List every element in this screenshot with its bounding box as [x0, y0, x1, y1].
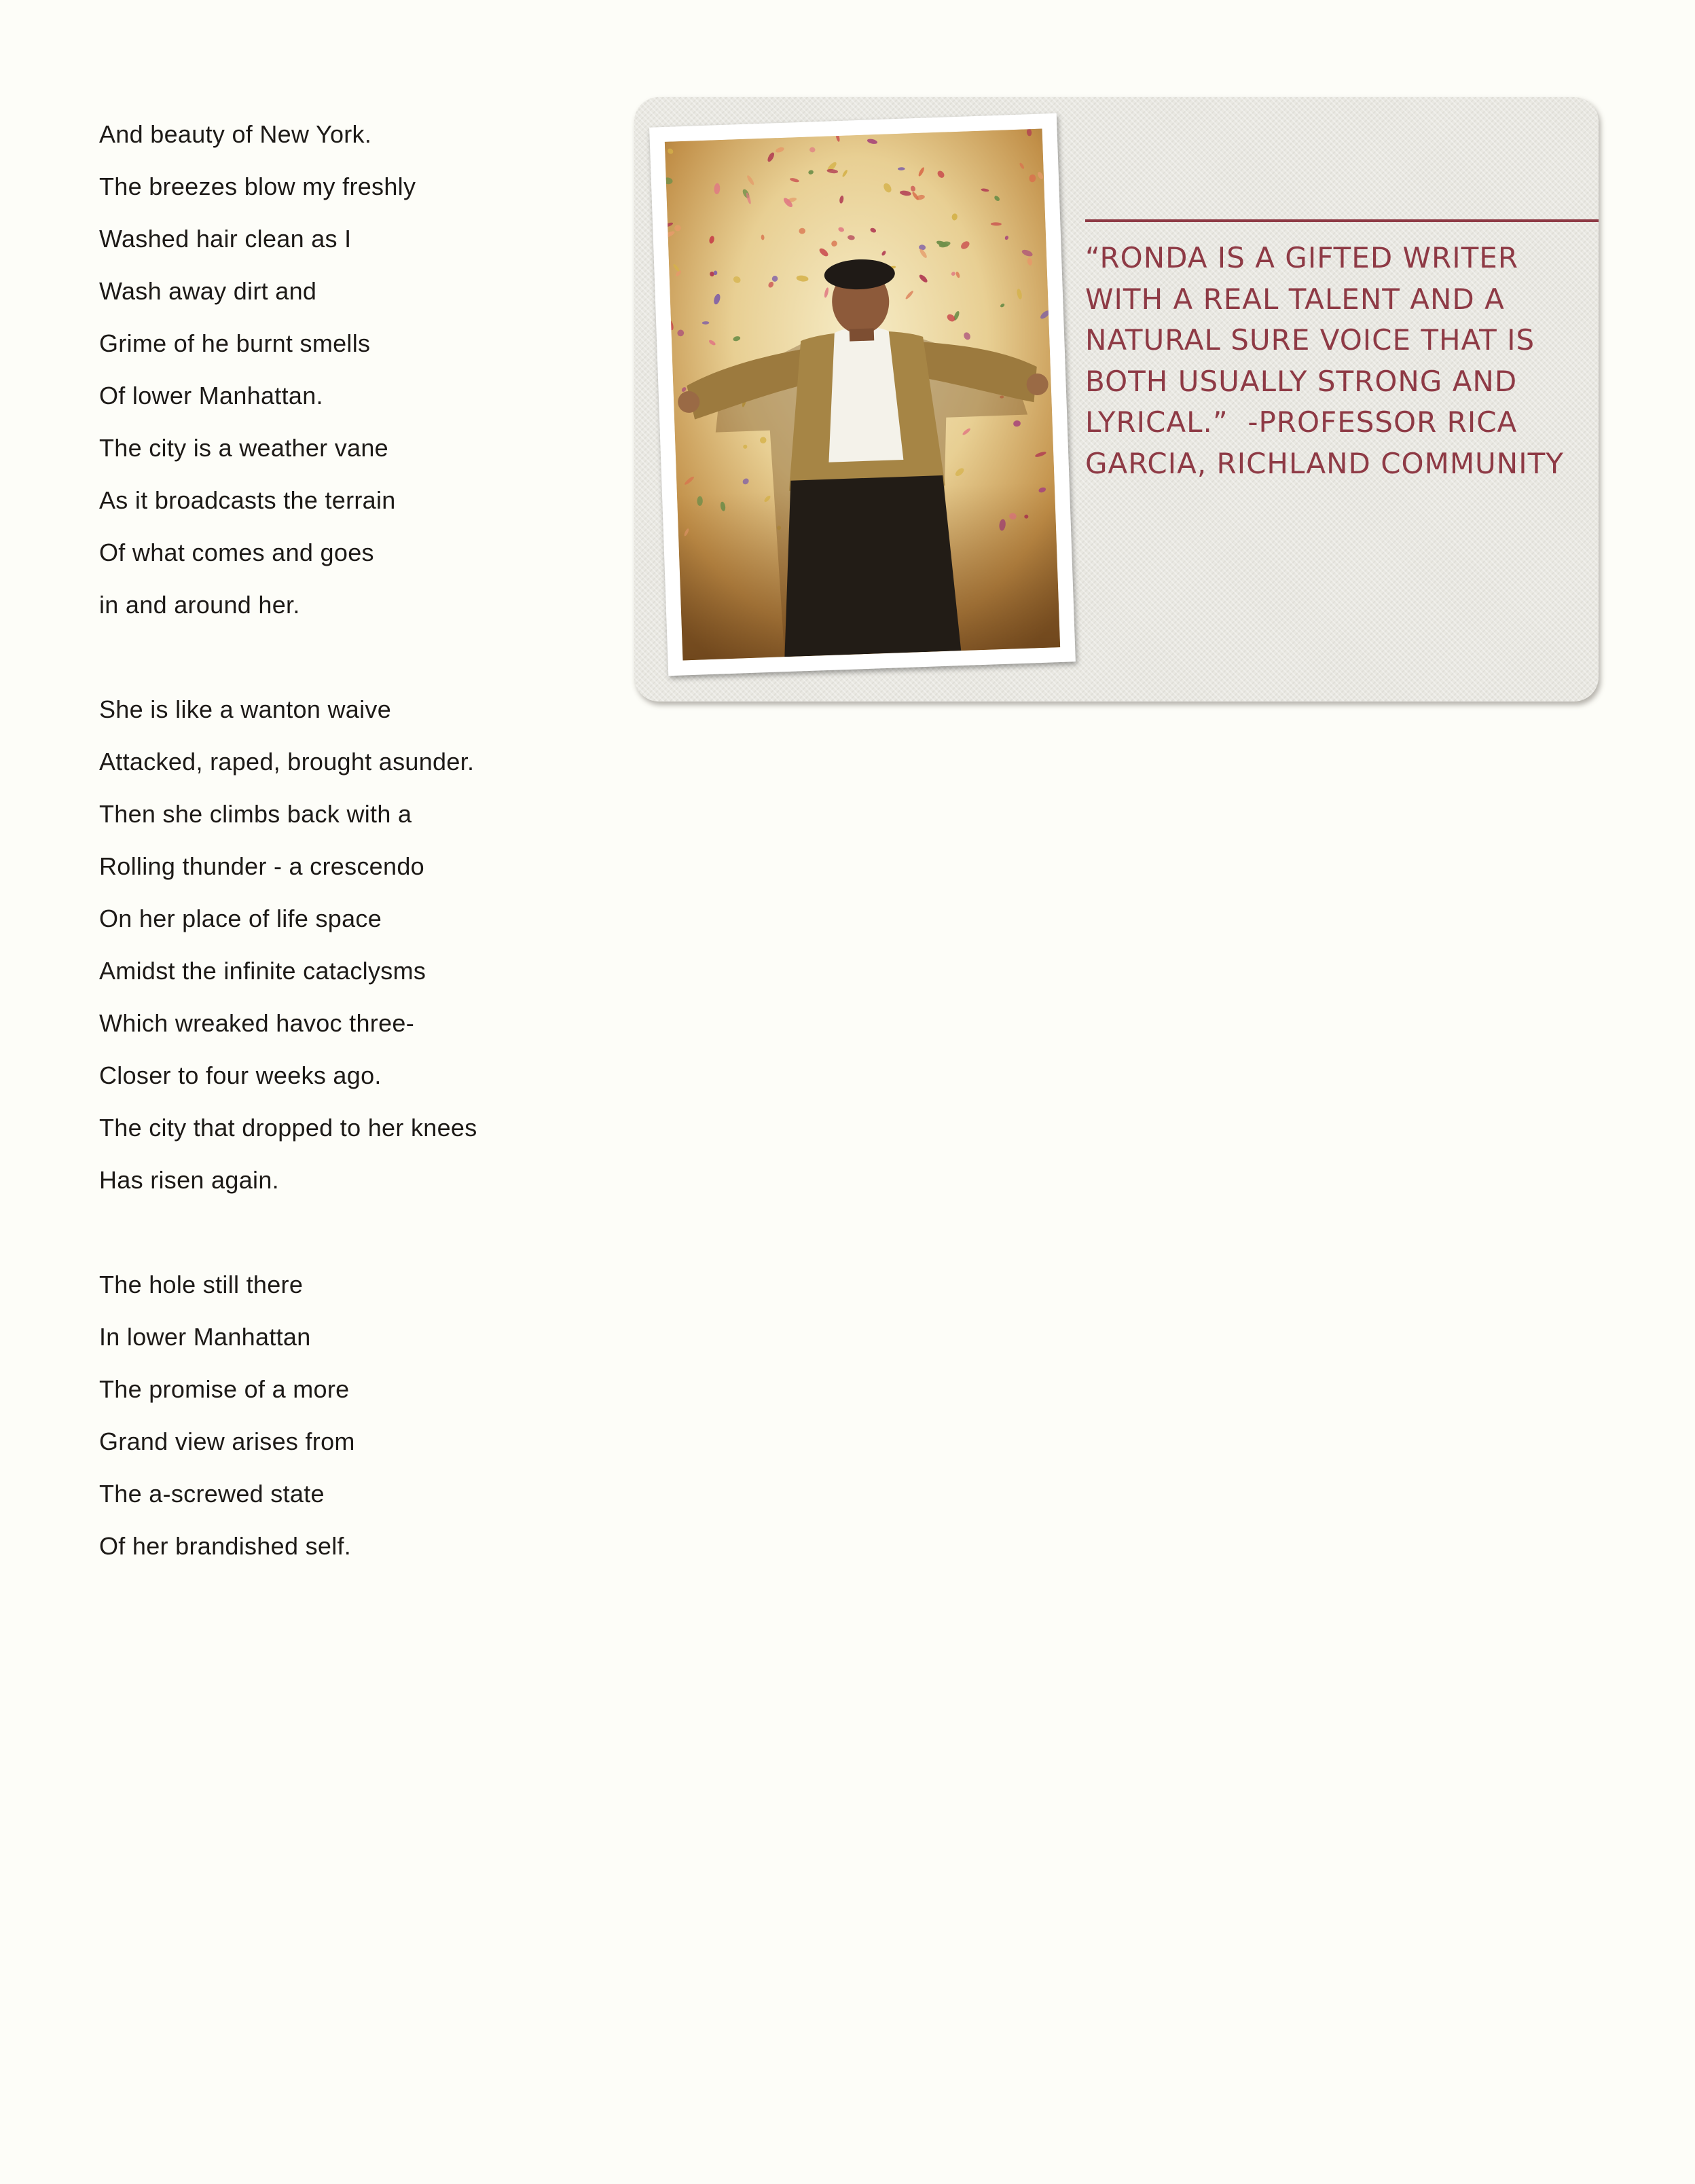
poem-line: The a-screwed state	[99, 1480, 325, 1508]
poem-line: The breezes blow my freshly	[99, 172, 416, 200]
quote-line: “RONDA IS A GIFTED WRITER	[1085, 241, 1518, 274]
poem-line: Grand view arises from	[99, 1427, 355, 1455]
quote-line: NATURAL SURE VOICE THAT IS	[1085, 323, 1535, 357]
poem-line: On her place of life space	[99, 905, 382, 932]
poem-stanza-1	[99, 115, 588, 638]
poem-stanza-2	[99, 691, 588, 1214]
poem-line: And beauty of New York.	[99, 120, 372, 148]
poem-line: Then she climbs back with a	[99, 800, 412, 828]
photo-frame	[649, 113, 1076, 676]
quote-card	[634, 97, 1599, 702]
poem-line: Rolling thunder - a crescendo	[99, 852, 424, 880]
poem-line: Of lower Manhattan.	[99, 382, 323, 410]
poem-line: In lower Manhattan	[99, 1323, 311, 1351]
poem-line: Of her brandished self.	[99, 1532, 352, 1560]
poem-line: As it broadcasts the terrain	[99, 486, 396, 514]
poem-line: Which wreaked havoc three-	[99, 1009, 415, 1037]
quote-line: WITH A REAL TALENT AND A	[1085, 282, 1505, 316]
poem-line: Amidst the infinite cataclysms	[99, 957, 426, 985]
testimonial-quote	[1085, 238, 1588, 484]
quote-line: LYRICAL.” -PROFESSOR RICA	[1085, 405, 1518, 439]
author-photo	[665, 129, 1060, 661]
author-photo-illustration	[665, 129, 1060, 661]
quote-line: GARCIA, RICHLAND COMMUNITY	[1085, 446, 1564, 480]
poem-line: Grime of he burnt smells	[99, 329, 371, 357]
quote-line: BOTH USUALLY STRONG AND	[1085, 364, 1518, 398]
poem-line: Has risen again.	[99, 1166, 279, 1194]
poem-line: The city is a weather vane	[99, 434, 389, 462]
poem-line: The hole still there	[99, 1271, 304, 1298]
poem-line: The promise of a more	[99, 1375, 350, 1403]
poem-line: The city that dropped to her knees	[99, 1114, 477, 1142]
poem-line: Washed hair clean as I	[99, 225, 352, 253]
quote-divider	[1085, 219, 1599, 222]
poem-line: Of what comes and goes	[99, 539, 374, 566]
poem-line: Closer to four weeks ago.	[99, 1061, 382, 1089]
poem-line: Wash away dirt and	[99, 277, 317, 305]
poem-line: She is like a wanton waive	[99, 695, 392, 723]
poem	[99, 115, 588, 1580]
poem-line: Attacked, raped, brought asunder.	[99, 748, 475, 776]
poem-stanza-3	[99, 1266, 588, 1580]
poem-line: in and around her.	[99, 591, 300, 619]
